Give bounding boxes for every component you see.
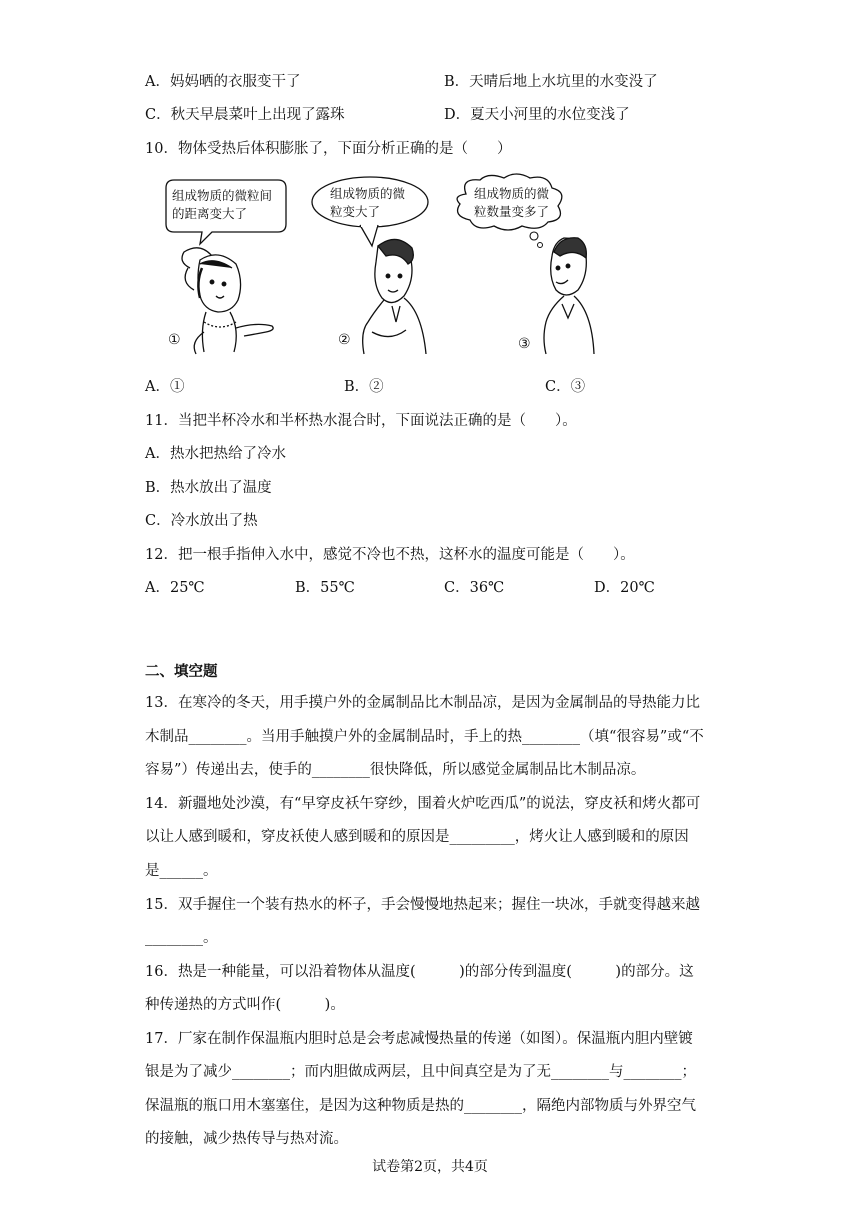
q12-option-a: A．25℃: [145, 580, 205, 596]
q10-illustration: [160, 172, 600, 364]
q17-line-2: 银是为了减少________；而内胆做成两层，且中间真空是为了无________与________；: [145, 1064, 696, 1080]
bubble-3-line1: 组成物质的微: [474, 186, 550, 201]
q9-option-d: D．夏天小河里的水位变浅了: [444, 107, 630, 123]
q11-option-c: C．冷水放出了热: [145, 513, 258, 529]
q9-option-b: B．天晴后地上水坑里的水变没了: [444, 74, 658, 90]
figure-label-2: ②: [338, 332, 351, 348]
q17-line-4: 的接触，减少热传导与热对流。: [145, 1131, 348, 1147]
q10-option-b: B．②: [344, 379, 384, 395]
girl-figure: [182, 248, 273, 354]
q10-option-c: C．③: [545, 379, 586, 395]
q15-line-2: ________。: [145, 930, 218, 946]
boy-figure-3: [544, 238, 594, 354]
bubble-2-line2: 粒变大了: [330, 204, 381, 219]
q16-line-1: 16．热是一种能量，可以沿着物体从温度( )的部分传到温度( )的部分。这: [145, 964, 694, 980]
q11-option-a: A．热水把热给了冷水: [145, 446, 286, 462]
page-footer: 试卷第2页，共4页: [372, 1159, 488, 1175]
q12-option-d: D．20℃: [594, 580, 655, 596]
bubble-1-line2: 的距离变大了: [172, 206, 248, 221]
q15-line-1: 15．双手握住一个装有热水的杯子，手会慢慢地热起来；握住一块冰，手就变得越来越: [145, 897, 700, 913]
q17-line-1: 17．厂家在制作保温瓶内胆时总是会考虑减慢热量的传递（如图）。保温瓶内胆内壁镀: [145, 1031, 693, 1047]
q13-line-1: 13．在寒冷的冬天，用手摸户外的金属制品比木制品凉，是因为金属制品的导热能力比: [145, 695, 700, 711]
figure-label-1: ①: [168, 332, 181, 348]
q10-stem: 10．物体受热后体积膨胀了，下面分析正确的是（ ）: [145, 141, 512, 157]
q9-option-a: A．妈妈晒的衣服变干了: [145, 74, 301, 90]
figure-label-3: ③: [518, 336, 531, 352]
q16-line-2: 种传递热的方式叫作( )。: [145, 997, 345, 1013]
q12-option-b: B．55℃: [295, 580, 355, 596]
q10-option-a: A．①: [145, 379, 185, 395]
q14-line-1: 14．新疆地处沙漠，有“早穿皮袄午穿纱，围着火炉吃西瓜”的说法，穿皮袄和烤火都可: [145, 796, 701, 812]
speech-bubble-1: [166, 180, 286, 244]
q12-option-c: C．36℃: [444, 580, 505, 596]
q14-line-2: 以让人感到暖和，穿皮袄使人感到暖和的原因是_________，烤火让人感到暖和的原因: [145, 829, 689, 845]
q13-line-3: 容易”）传递出去，使手的________很快降低，所以感觉金属制品比木制品凉。: [145, 762, 646, 778]
q11-stem: 11．当把半杯冷水和半杯热水混合时，下面说法正确的是（ ）。: [145, 413, 577, 429]
speech-bubble-2: [312, 177, 428, 246]
bubble-1-line1: 组成物质的微粒间: [172, 188, 273, 203]
bubble-3-line2: 粒数量变多了: [474, 204, 550, 219]
q17-line-3: 保温瓶的瓶口用木塞塞住，是因为这种物质是热的________，隔绝内部物质与外界空气: [145, 1098, 696, 1114]
bubble-2-line1: 组成物质的微: [330, 186, 406, 201]
q11-option-b: B．热水放出了温度: [145, 480, 272, 496]
q14-line-3: 是______。: [145, 863, 218, 879]
q9-option-c: C．秋天早晨菜叶上出现了露珠: [145, 107, 345, 123]
q12-stem: 12．把一根手指伸入水中，感觉不冷也不热，这杯水的温度可能是（ ）。: [145, 547, 635, 563]
boy-figure-2: [363, 239, 426, 354]
section-2-heading: 二、填空题: [145, 664, 218, 680]
q13-line-2: 木制品________。当用手触摸户外的金属制品时，手上的热________（填“很容易”或“不: [145, 729, 704, 745]
thought-bubble-3: [457, 174, 562, 248]
